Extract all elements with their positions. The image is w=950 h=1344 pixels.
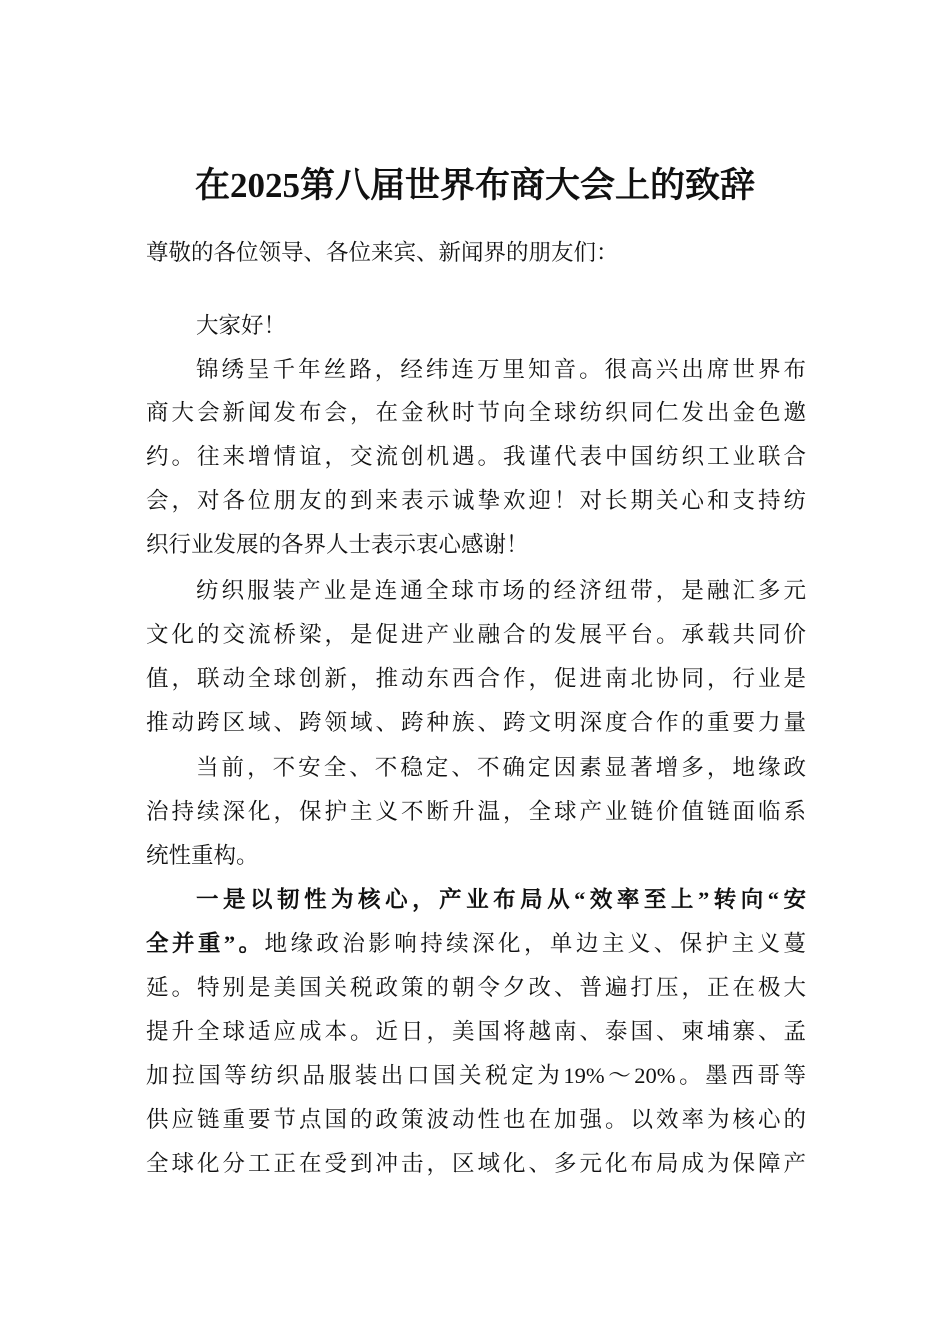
text-line: 统性重构。 [146, 843, 259, 868]
document-title: 在2025第八届世界布商大会上的致辞 [194, 166, 755, 205]
text-line [146, 929, 806, 959]
text-line: 供应链重要节点国的政策波动性也在加强。以效率为核心的 [146, 1107, 806, 1132]
text-line: 纺织服装产业是连通全球市场的经济纽带，是融汇多元 [196, 578, 806, 603]
salutation: 尊敬的各位领导、各位来宾、新闻界的朋友们： [146, 240, 619, 265]
text-line: 商大会新闻发布会，在金秋时节向全球纺织同仁发出金色邀 [146, 400, 806, 425]
text-line: 织行业发展的各界人士表示衷心感谢！ [146, 532, 529, 557]
text-line: 值，联动全球创新，推动东西合作，促进南北协同，行业是 [146, 666, 806, 691]
text-line: 约。往来增情谊，交流创机遇。我谨代表中国纺织工业联合 [146, 444, 806, 469]
text-line: 全球化分工正在受到冲击，区域化、多元化布局成为保障产 [146, 1151, 806, 1176]
text-line: 锦绣呈千年丝路，经纬连万里知音。很高兴出席世界布 [196, 357, 806, 382]
text-line: 加拉国等纺织品服装出口国关税定为19%～20%。墨西哥等 [146, 1063, 806, 1088]
text-line: 推动跨区域、跨领域、跨种族、跨文明深度合作的重要力量 [146, 710, 806, 735]
text-line: 文化的交流桥梁，是促进产业融合的发展平台。承载共同价 [146, 622, 806, 647]
section-heading: 一是以韧性为核心，产业布局从“效率至上”转向“安 [196, 887, 806, 912]
text-line: 当前，不安全、不稳定、不确定因素显著增多，地缘政 [196, 755, 806, 780]
text-line: 提升全球适应成本。近日，美国将越南、泰国、柬埔寨、孟 [146, 1019, 806, 1044]
text-segment: 地缘政治影响持续深化，单边主义、保护主义蔓 [264, 931, 806, 956]
greeting: 大家好！ [196, 313, 287, 338]
text-line: 治持续深化，保护主义不断升温，全球产业链价值链面临系 [146, 799, 806, 824]
text-line: 延。特别是美国关税政策的朝令夕改、普遍打压，正在极大 [146, 975, 806, 1000]
section-heading-end: 全并重”。 [146, 931, 265, 956]
text-line: 会，对各位朋友的到来表示诚挚欢迎！对长期关心和支持纺 [146, 488, 806, 513]
